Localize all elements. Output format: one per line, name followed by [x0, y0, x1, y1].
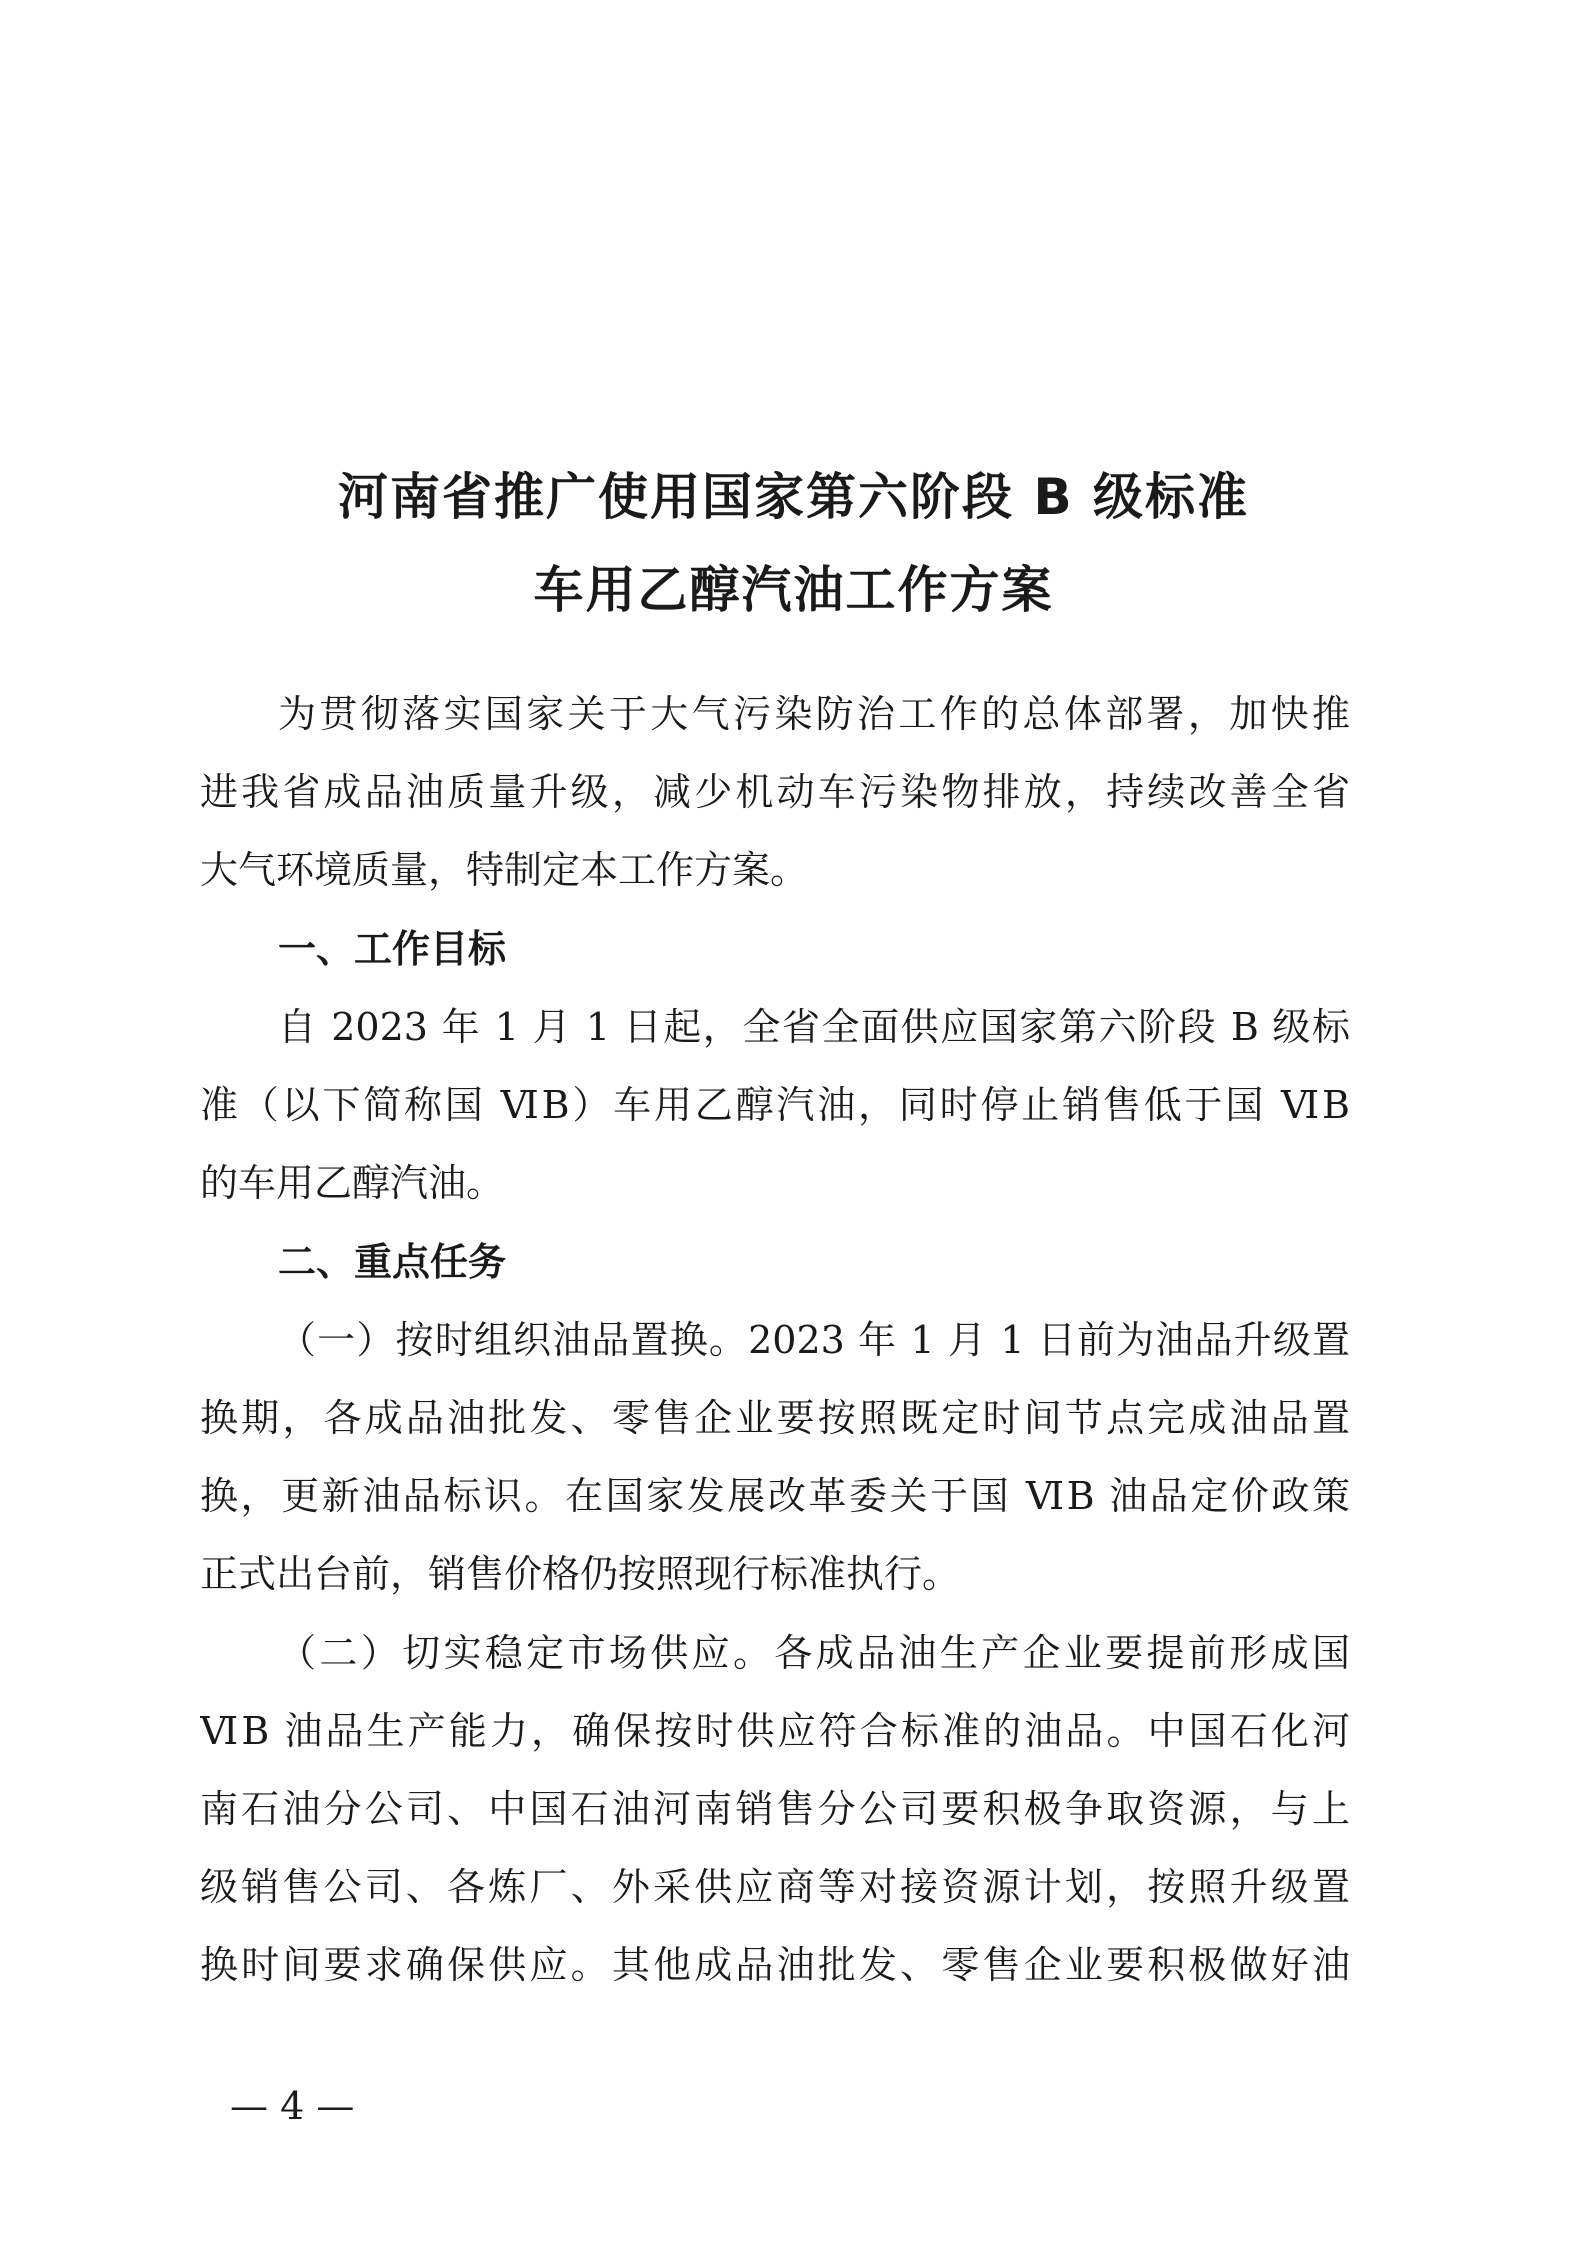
section-1-line-1: 自 2023 年 1 月 1 日起，全省全面供应国家第六阶段 B 级标: [278, 1005, 1350, 1049]
item-1-line-2: 换期，各成品油批发、零售企业要按照既定时间节点完成油品置: [200, 1396, 1350, 1440]
item-2-line-1: （二）切实稳定市场供应。各成品油生产企业要提前形成国: [278, 1631, 1350, 1675]
item-2-line-3: 南石油分公司、中国石油河南销售分公司要积极争取资源，与上: [200, 1787, 1350, 1831]
item-1-line-1: （一）按时组织油品置换。2023 年 1 月 1 日前为油品升级置: [278, 1318, 1350, 1362]
item-1-line-4: 正式出台前，销售价格仍按照现行标准执行。: [200, 1552, 961, 1596]
page-number: — 4 —: [230, 2084, 355, 2128]
section-1-heading: 一、工作目标: [278, 927, 507, 971]
item-2-line-4: 级销售公司、各炼厂、外采供应商等对接资源计划，按照升级置: [200, 1865, 1350, 1909]
section-1-line-3: 的车用乙醇汽油。: [200, 1161, 505, 1205]
intro-line-3: 大气环境质量，特制定本工作方案。: [200, 848, 809, 892]
intro-line-1: 为贯彻落实国家关于大气污染防治工作的总体部署，加快推: [278, 692, 1350, 736]
section-1-line-2: 准（以下简称国 ⅥB）车用乙醇汽油，同时停止销售低于国 ⅥB: [200, 1083, 1350, 1127]
item-1-line-3: 换，更新油品标识。在国家发展改革委关于国 ⅥB 油品定价政策: [200, 1474, 1350, 1518]
item-2-line-2: ⅥB 油品生产能力，确保按时供应符合标准的油品。中国石化河: [200, 1709, 1350, 1753]
item-2-line-5: 换时间要求确保供应。其他成品油批发、零售企业要积极做好油: [200, 1943, 1350, 1987]
document-title-line-1: 河南省推广使用国家第六阶段 B 级标准: [338, 468, 1249, 526]
document-title-line-2: 车用乙醇汽油工作方案: [533, 561, 1054, 619]
section-2-heading: 二、重点任务: [278, 1240, 507, 1284]
intro-line-2: 进我省成品油质量升级，减少机动车污染物排放，持续改善全省: [200, 770, 1350, 814]
